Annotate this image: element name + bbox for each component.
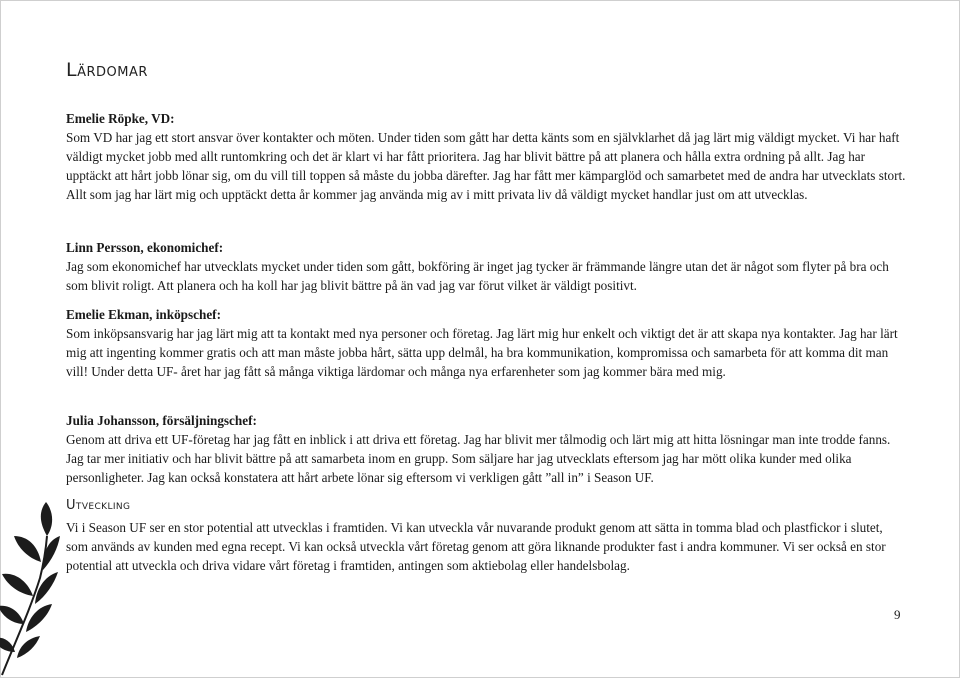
section-title-utveckling: Utveckling: [66, 498, 131, 513]
entry-text: Jag som ekonomichef har utvecklats mycket under tiden som gått, bokföring är inget jag tycker är främmande längre utan det är något som flyter på bra och som blivit roligt. Att planera och ha koll har jag blivit bättre på än vad jag var förut vilket är väldigt positivt.: [66, 259, 889, 293]
page-number: 9: [894, 607, 901, 622]
entry-emelie-ropke: [66, 109, 906, 204]
section-title-lardomar: Lärdomar: [66, 59, 148, 81]
entry-text: Genom att driva ett UF-företag har jag fått en inblick i att driva ett företag. Jag har blivit mer tålmodig och lärt mig att hitta lösningar man inte trodde fanns. Jag tar mer initiativ och har blivit bättre på att samarbeta inom en grupp. Som säljare har jag utvecklats eftersom jag har mött olika kunder med olika personligheter. Jag kan också konstatera att hårt arbete lönar sig eftersom vi verkligen gått ”all in” i Season UF.: [66, 432, 891, 485]
entry-name: Emelie Röpke, VD:: [66, 111, 175, 126]
entry-name: Emelie Ekman, inköpschef:: [66, 307, 221, 322]
entry-text: Som VD har jag ett stort ansvar över kontakter och möten. Under tiden som gått har detta känts som en självklarhet då jag lärt mig väldigt mycket. Vi har haft väldigt mycket jobb med allt runtomkring och det är klart vi har fått prioritera. Jag har blivit bättre på att planera och hålla extra ordning på allt. Jag har upptäckt att hårt jobb lönar sig, om du vill till toppen så måste du jobba därefter. Jag har fått mer kämparglöd och samarbetet med de andra har utvecklats stort. Allt som jag har lärt mig och upptäckt detta år kommer jag använda mig av i mitt privata liv då väldigt mycket handlar just om att utvecklas.: [66, 130, 906, 202]
entry-emelie-ekman: [66, 305, 906, 381]
entry-name: Linn Persson, ekonomichef:: [66, 240, 224, 255]
entry-linn-persson: [66, 238, 906, 295]
leaf-branch-icon: [0, 500, 62, 678]
development-text: Vi i Season UF ser en stor potential att utvecklas i framtiden. Vi kan utveckla vår nuvarande produkt genom att sätta in tomma blad och plastfickor i slutet, som används av kunden med egna recept. Vi kan också utveckla vårt företag genom att göra liknande produkter fast i andra kommuner. Vi ser också en stor potential att utveckla och driva vidare vårt företag i framtiden, antingen som aktiebolag eller handelsbolag.: [66, 520, 886, 573]
entry-julia-johansson: [66, 411, 906, 487]
entry-text: Som inköpsansvarig har jag lärt mig att ta kontakt med nya personer och företag. Jag lärt mig hur enkelt och viktigt det är att skapa nya kontakter. Jag har lärt mig att ingenting kommer gratis och att man måste jobba hårt, sätta upp delmål, ha bra kommunikation, kompromissa och samarbeta för att komma dit man vill! Under detta UF- året har jag fått så många viktiga lärdomar och många nya erfarenheter som jag kommer bära med mig.: [66, 326, 898, 379]
development-paragraph: [66, 518, 906, 575]
entry-name: Julia Johansson, försäljningschef:: [66, 413, 257, 428]
